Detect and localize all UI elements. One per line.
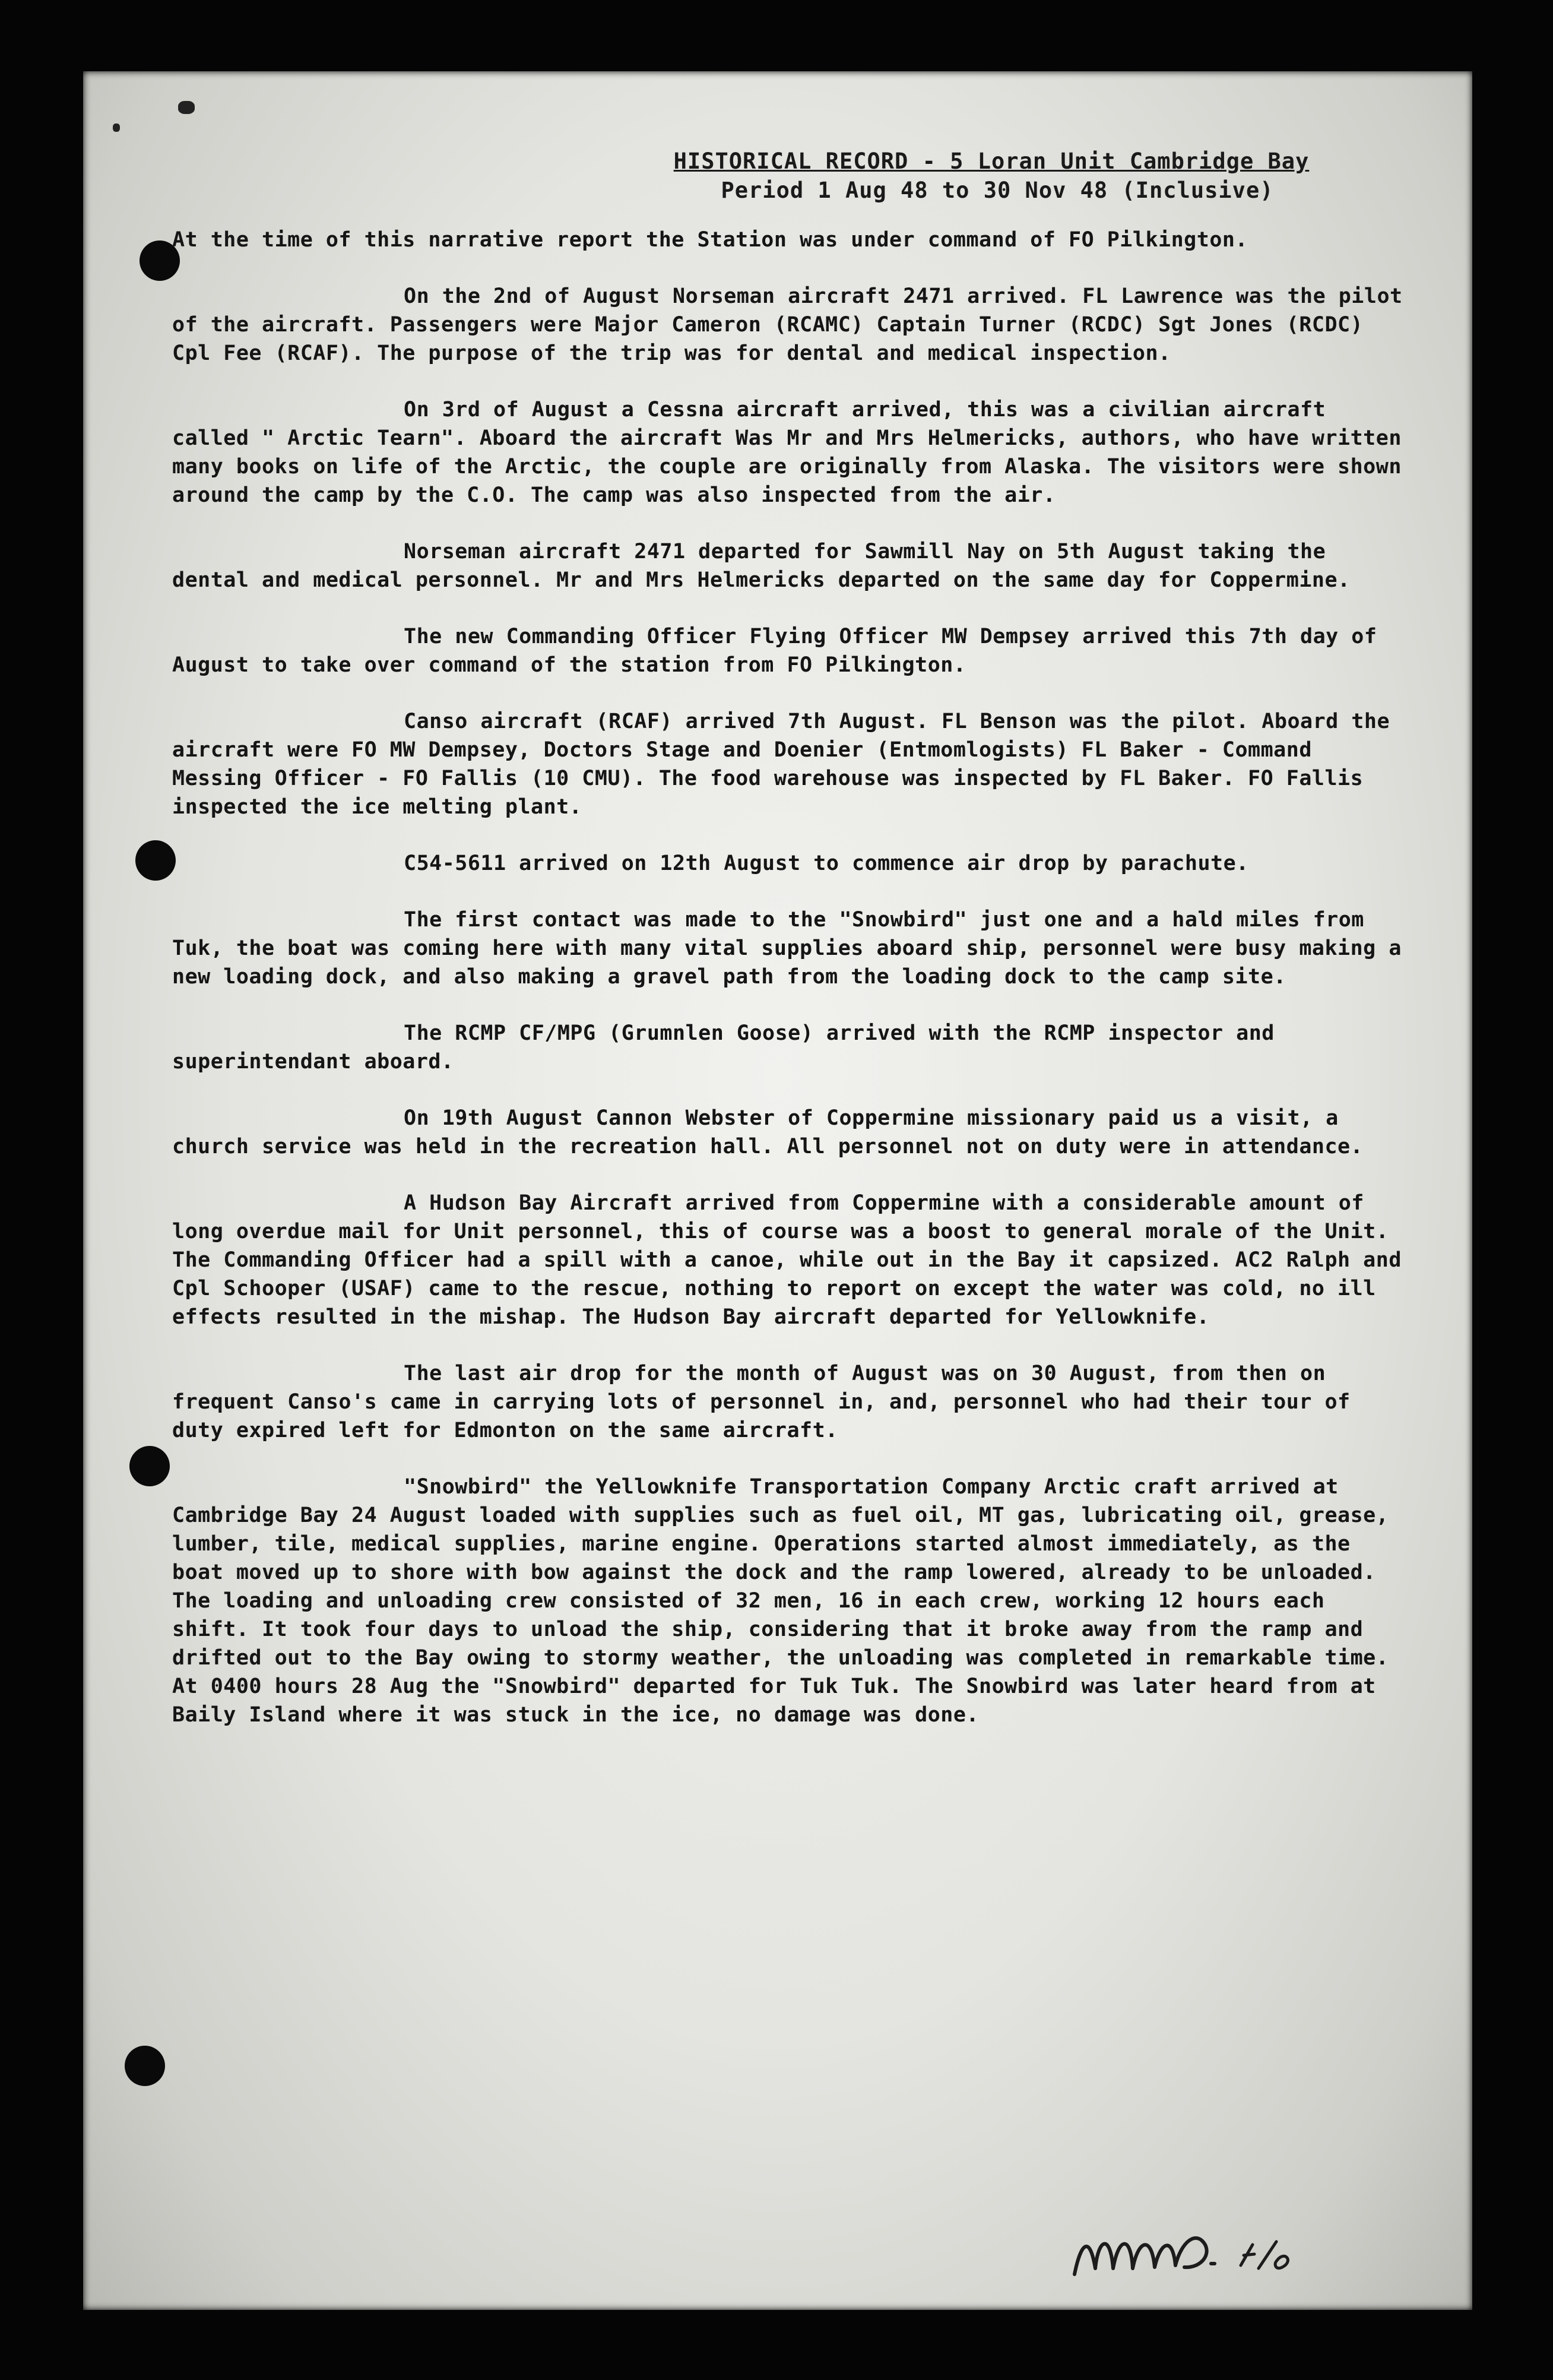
document-body <box>172 226 1407 1757</box>
document-page <box>83 71 1472 2310</box>
paragraph: On the 2nd of August Norseman aircraft 2471 arrived. FL Lawrence was the pilot of the aircraft. Passengers were Major Cameron (RCAMC) Captain Turner (RCDC) Sgt Jones (RCDC) Cpl Fee (RCAF). The purpose of the trip was for dental and medical inspection. <box>172 284 1403 365</box>
paragraph: A Hudson Bay Aircraft arrived from Coppermine with a considerable amount of long overdue mail for Unit personnel, this of course was a boost to general morale of the Unit. The Commanding Officer had a spill with a canoe, while out in the Bay it capsized. AC2 Ralph and Cpl Schooper (USAF) came to the rescue, nothing to report on except the water was cold, no ill effects resulted in the mishap. The Hudson Bay aircraft departed for Yellowknife. <box>172 1191 1402 1329</box>
paragraph: The new Commanding Officer Flying Officer MW Dempsey arrived this 7th day of August to take over command of the station from FO Pilkington. <box>172 625 1377 677</box>
paragraph: The last air drop for the month of August was on 30 August, from then on frequent Canso's came in carrying lots of personnel in, and, personnel who had their tour of duty expired left for Edmonton on the same aircraft. <box>172 1362 1351 1442</box>
punch-hole <box>129 1446 170 1486</box>
ink-fleck <box>113 124 120 132</box>
paragraph: The first contact was made to the "Snowbird" just one and a hald miles from Tuk, the boat was coming here with many vital supplies aboard ship, personnel were busy making a new loading dock, and also making a gravel path from the loading dock to the camp site. <box>172 908 1402 989</box>
paragraph: "Snowbird" the Yellowknife Transportation Company Arctic craft arrived at Cambridge Bay 24 August loaded with supplies such as fuel oil, MT gas, lubricating oil, grease, lumber, tile, medical supplies, marine engine. Operations started almost immediately, as the boat moved up to shore with bow against the dock and the ramp lowered, already to be unloaded. The loading and unloading crew consisted of 32 men, 16 in each crew, working 12 hours each shift. It took four days to unload the ship, considering that it broke away from the ramp and drifted out to the Bay owing to stormy weather, the unloading was completed in remarkable time. At 0400 hours 28 Aug the "Snowbird" departed for Tuk Tuk. The Snowbird was later heard from at Baily Island where it was stuck in the ice, no damage was done. <box>172 1475 1389 1727</box>
punch-hole <box>135 840 176 881</box>
paragraph: The RCMP CF/MPG (Grumnlen Goose) arrived with the RCMP inspector and superintendant aboard. <box>172 1021 1275 1074</box>
document-header <box>83 148 1472 203</box>
ink-fleck <box>178 101 195 114</box>
paragraph: Norseman aircraft 2471 departed for Sawmill Nay on 5th August taking the dental and medical personnel. Mr and Mrs Helmericks departed on the same day for Coppermine. <box>172 540 1351 592</box>
paragraph: Canso aircraft (RCAF) arrived 7th August. FL Benson was the pilot. Aboard the aircraft were FO MW Dempsey, Doctors Stage and Doenier (Entmomlogists) FL Baker - Command Messing Officer - FO Fallis (10 CMU). The food warehouse was inspected by FL Baker. FO Fallis inspected the ice melting plant. <box>172 710 1390 819</box>
paragraph: On 19th August Cannon Webster of Coppermine missionary paid us a visit, a church service was held in the recreation hall. All personnel not on duty were in attendance. <box>172 1106 1364 1159</box>
document-title: HISTORICAL RECORD - 5 Loran Unit Cambridge Bay <box>673 148 1310 174</box>
paragraph: At the time of this narrative report the Station was under command of FO Pilkington. <box>172 228 1248 252</box>
paragraph: On 3rd of August a Cessna aircraft arrived, this was a civilian aircraft called " Arctic Tearn". Aboard the aircraft Was Mr and Mrs Helmericks, authors, who have written many books on life of the Arctic, the couple are originally from Alaska. The visitors were shown around the camp by the C.O. The camp was also inspected from the air. <box>172 398 1402 507</box>
handwritten-signature <box>1063 2209 1419 2286</box>
punch-hole <box>125 2046 165 2086</box>
paragraph: C54-5611 arrived on 12th August to commence air drop by parachute. <box>404 852 1249 875</box>
document-period: Period 1 Aug 48 to 30 Nov 48 (Inclusive) <box>721 178 1274 203</box>
